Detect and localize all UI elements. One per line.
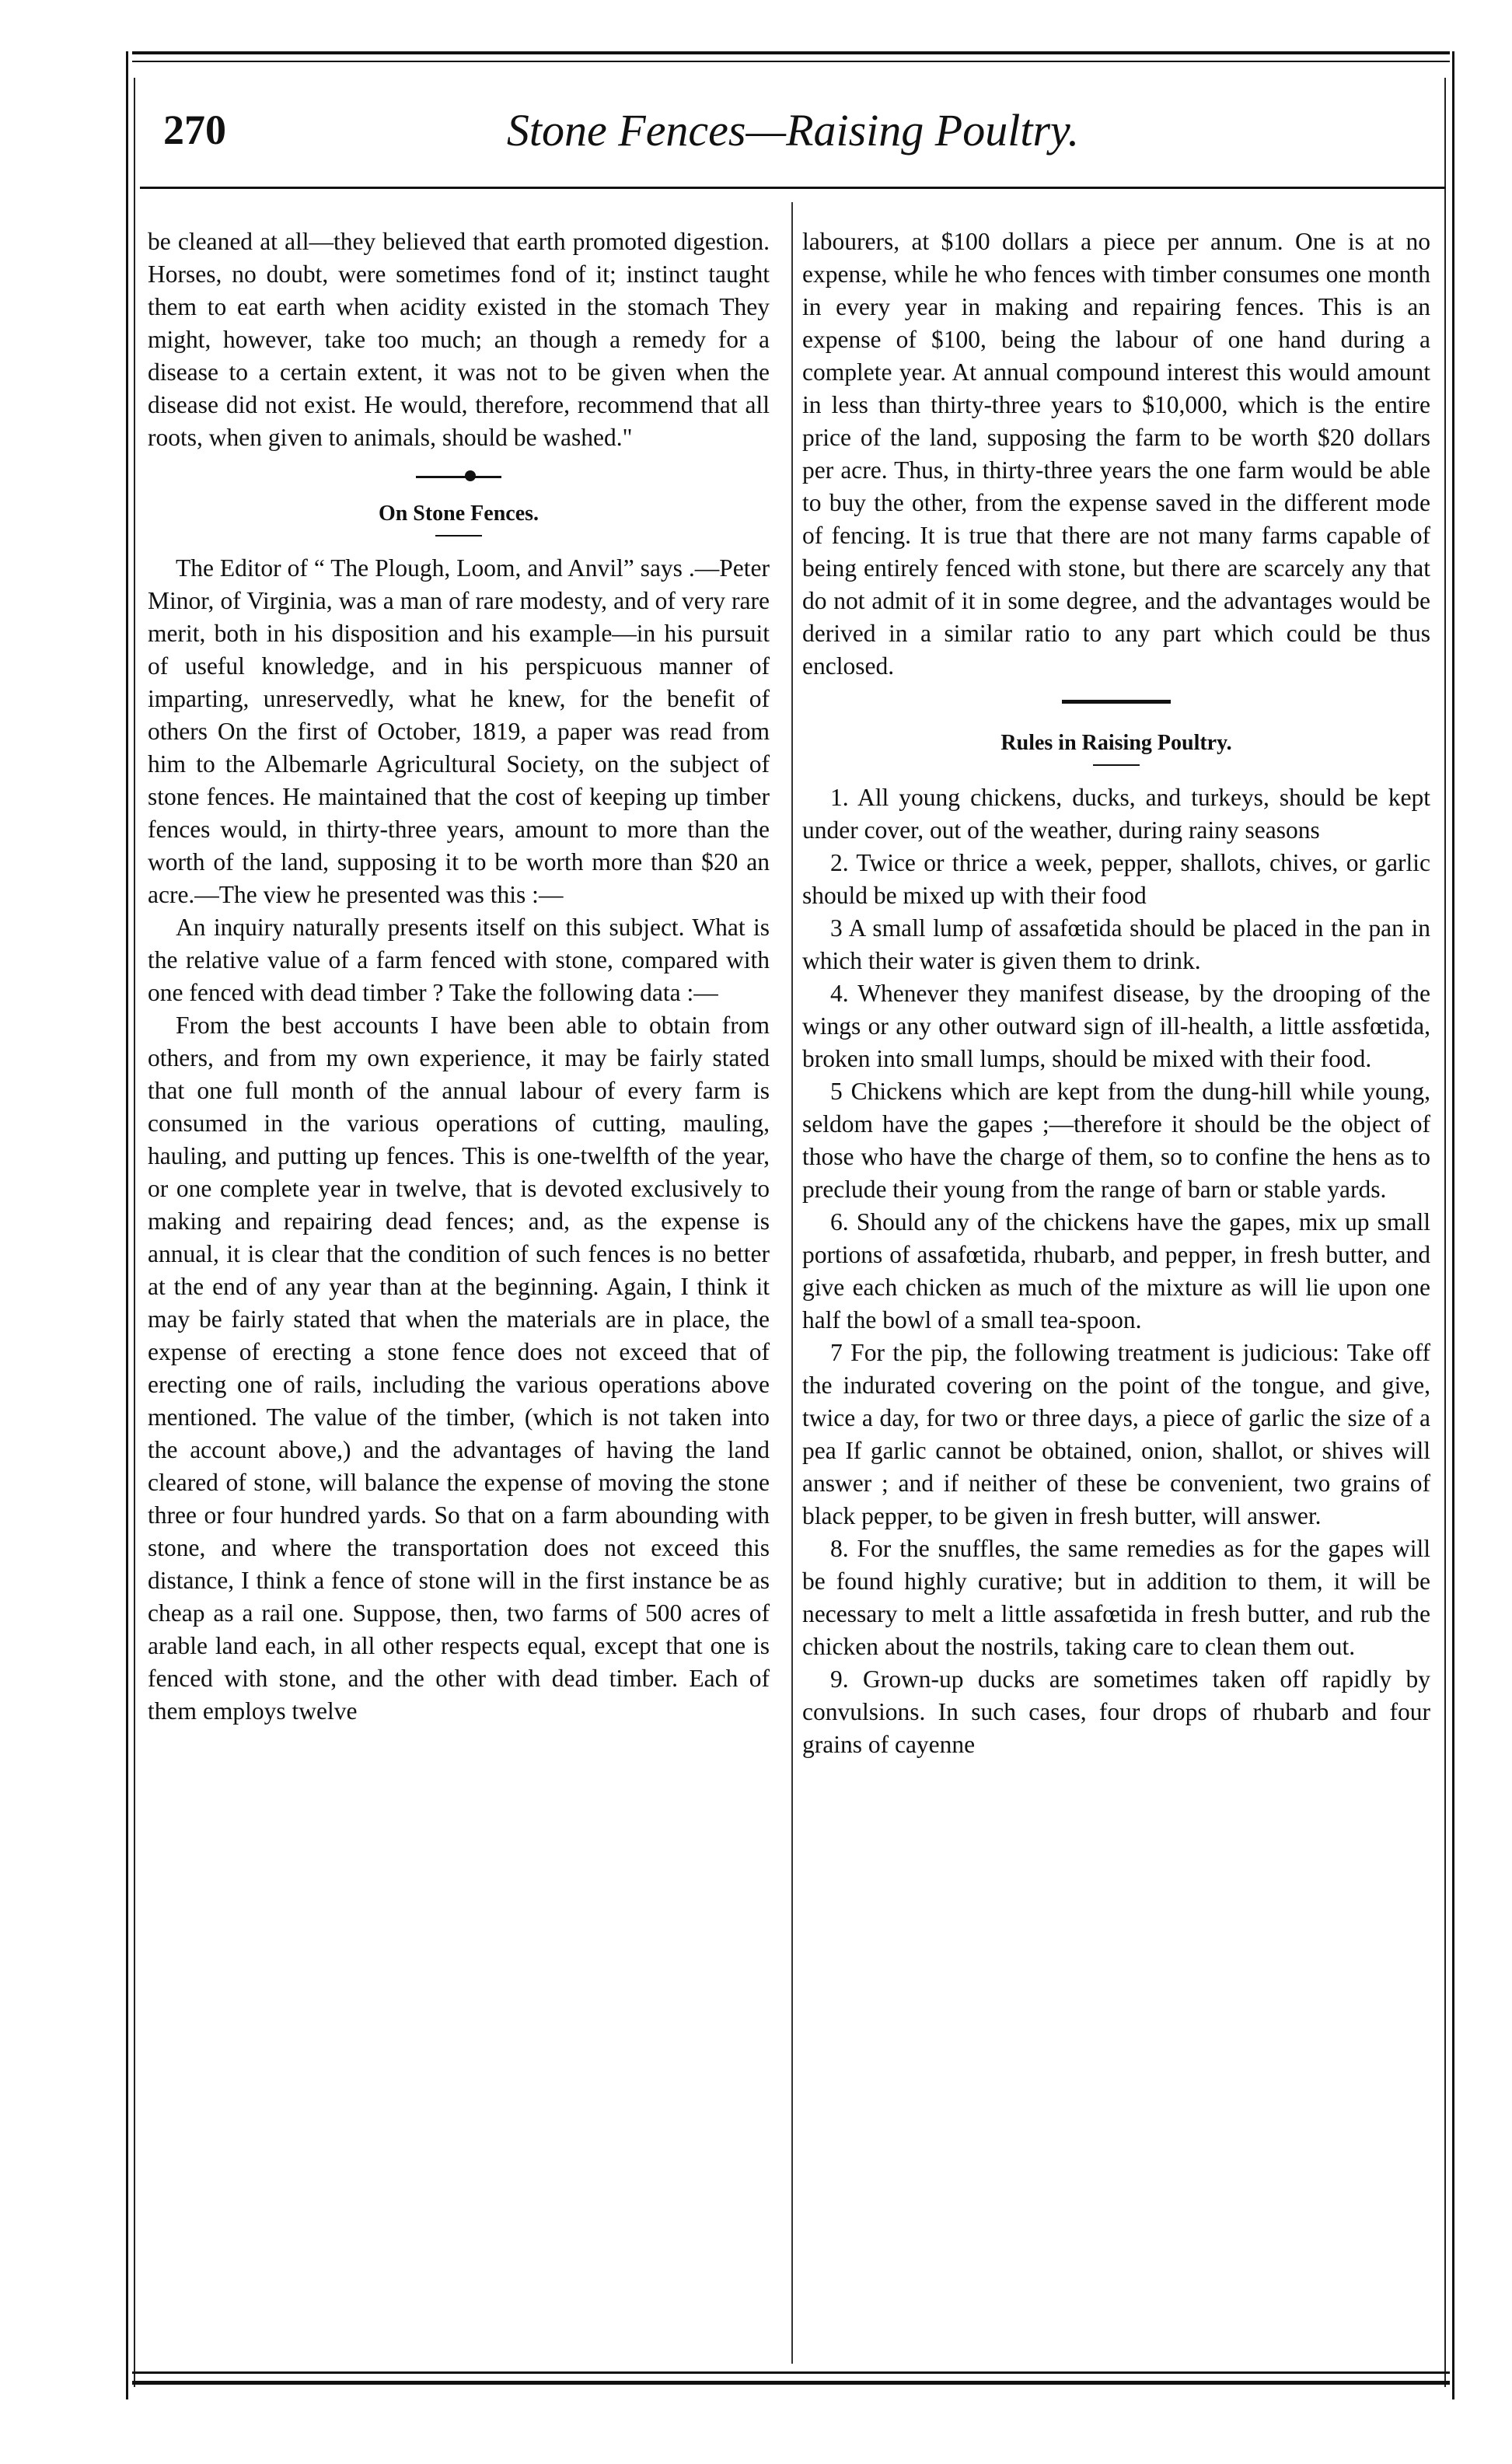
ornament-divider: [148, 465, 770, 488]
page-number: 270: [163, 107, 226, 153]
frame-rule-top: [132, 51, 1450, 54]
rule-item: 4. Whenever they manifest disease, by the drooping of the wings or any other outward sign of ill-health, a little assfœtida, broken into small lumps, should be mixed with their food.: [802, 980, 1430, 1072]
ornament-bar: [416, 476, 501, 478]
continued-paragraph: be cleaned at all—they believed that earth promoted digestion. Horses, no doubt, were sometimes fond of it; instinct taught them to eat earth when acidity existed in the stomach They might, however, take too much; an though a remedy for a disease to a certain extent, it was not to be given when the disease did not exist. He would, therefore, recommend that all roots, when given to animals, should be washed.": [148, 228, 770, 451]
rule-item: 8. For the snuffles, the same remedies as for the gapes will be found highly curative; but in addition to them, it will be necessary to melt a little assafœtida in fresh butter, and rub the chicken about the nostrils, taking care to clean them out.: [802, 1535, 1430, 1660]
rule-item: 5 Chickens which are kept from the dung-hill while young, seldom have the gapes ;—therefore it should be the object of those who have the charge of them, so to confine the hens as to preclude their young from the range of barn or stable yards.: [802, 1078, 1430, 1203]
frame-rule-left-inner: [134, 78, 135, 2387]
article-heading-stone-fences: On Stone Fences.: [378, 502, 540, 526]
running-title: Stone Fences—Raising Poultry.: [506, 105, 1080, 156]
article-paragraph: An inquiry naturally presents itself on this subject. What is the relative value of a farm fenced with stone, compared with one fenced with dead timber ? Take the following data :—: [148, 914, 770, 1006]
frame-rule-left: [126, 51, 128, 2399]
column-divider: [791, 202, 793, 2364]
continued-paragraph: labourers, at $100 dollars a piece per annum. One is at no expense, while he who fences with timber consumes one month in every year in making and repairing fences. This is an expense of $100, being the labour of one hand during a complete year. At annual compound interest this would amount in less than thirty-three years to $10,000, which is the entire price of the land, supposing the farm to be worth $20 dollars per acre. Thus, in thirty-three years the one farm would be able to buy the other, from the expense saved in the different mode of fencing. It is true that there are not many farms capable of being entirely fenced with stone, but there are scarcely any that do not admit of it in some degree, and the advantages would be derived in a similar ratio to any part which could be thus enclosed.: [802, 228, 1430, 680]
rule-item: 9. Grown-up ducks are sometimes taken off rapidly by convulsions. In such cases, four drops of rhubarb and four grains of cayenne: [802, 1665, 1430, 1758]
article-paragraph: From the best accounts I have been able to obtain from others, and from my own experience, it may be fairly stated that one full month of the annual labour of every farm is consumed in the various operations of cutting, mauling, hauling, and putting up fences. This is one-twelfth of the year, or one complete year in twelve, that is devoted exclusively to making and repairing dead fences; and, as the expense is annual, it is clear that the condition of such fences is no better at the end of any year than at the beginning. Again, I think it may be fairly stated that when the materials are in place, the expense of erecting a stone fence does not exceed that of erecting one of rails, including the various operations above mentioned. The value of the timber, (which is not taken into the account above,) and the advantages of having the land cleared of stone, will balance the expense of moving the stone three or four hundred yards. So that on a farm abounding with stone, and where the transportation does not exceed this distance, I think a fence of stone will in the first instance be as cheap as a rail one. Suppose, then, two farms of 500 acres of arable land each, in all other respects equal, except that one is fenced with stone, and the other with dead timber. Each of them employs twelve: [148, 1012, 770, 1725]
right-column: [802, 225, 1430, 1761]
frame-rule-bottom-thin: [132, 2371, 1450, 2374]
short-rule: [435, 535, 482, 536]
page-header: [148, 86, 1438, 171]
article-paragraph: The Editor of “ The Plough, Loom, and Anvil” says .—Peter Minor, of Virginia, was a man of rare modesty, and of very rare merit, both in his disposition and his example—in his pursuit of useful knowledge, and in his perspicuous manner of imparting, unreservedly, what he knew, for the benefit of others On the first of October, 1819, a paper was read from him to the Albemarle Agricultural Society, on the subject of stone fences. He maintained that the cost of keeping up timber fences would, in thirty-three years, amount to more than the worth of the land, supposing it to be worth more than $20 an acre.—The view he presented was this :—: [148, 554, 770, 908]
left-column: [148, 225, 770, 1728]
frame-rule-right-inner: [1444, 78, 1446, 2387]
ornament-mark: [465, 470, 476, 481]
rule-item: 2. Twice or thrice a week, pepper, shallots, chives, or garlic should be mixed up with their food: [802, 849, 1430, 909]
header-rule: [140, 187, 1446, 189]
article-heading-raising-poultry: Rules in Raising Poultry.: [1000, 731, 1232, 755]
rule-item: 6. Should any of the chickens have the gapes, mix up small portions of assafœtida, rhubarb, and pepper, in fresh butter, and give each chicken as much of the mixture as will lie upon one half the bowl of a small tea-spoon.: [802, 1208, 1430, 1333]
short-rule: [1093, 764, 1140, 766]
frame-rule-bottom: [132, 2381, 1450, 2385]
rule-item: 3 A small lump of assafœtida should be placed in the pan in which their water is given them to drink.: [802, 914, 1430, 974]
rule-item: 1. All young chickens, ducks, and turkeys, should be kept under cover, out of the weather, during rainy seasons: [802, 784, 1430, 844]
rule-item: 7 For the pip, the following treatment is judicious: Take off the indurated covering on the point of the tongue, and give, twice a day, for two or three days, a piece of garlic the size of a pea If garlic cannot be obtained, onion, shallot, or shives will answer ; and if neither of these be convenient, two grains of black pepper, to be given in fresh butter, will answer.: [802, 1339, 1430, 1529]
frame-rule-right: [1452, 51, 1454, 2399]
section-rule: [1062, 700, 1171, 704]
frame-rule-top-thin: [132, 61, 1450, 62]
